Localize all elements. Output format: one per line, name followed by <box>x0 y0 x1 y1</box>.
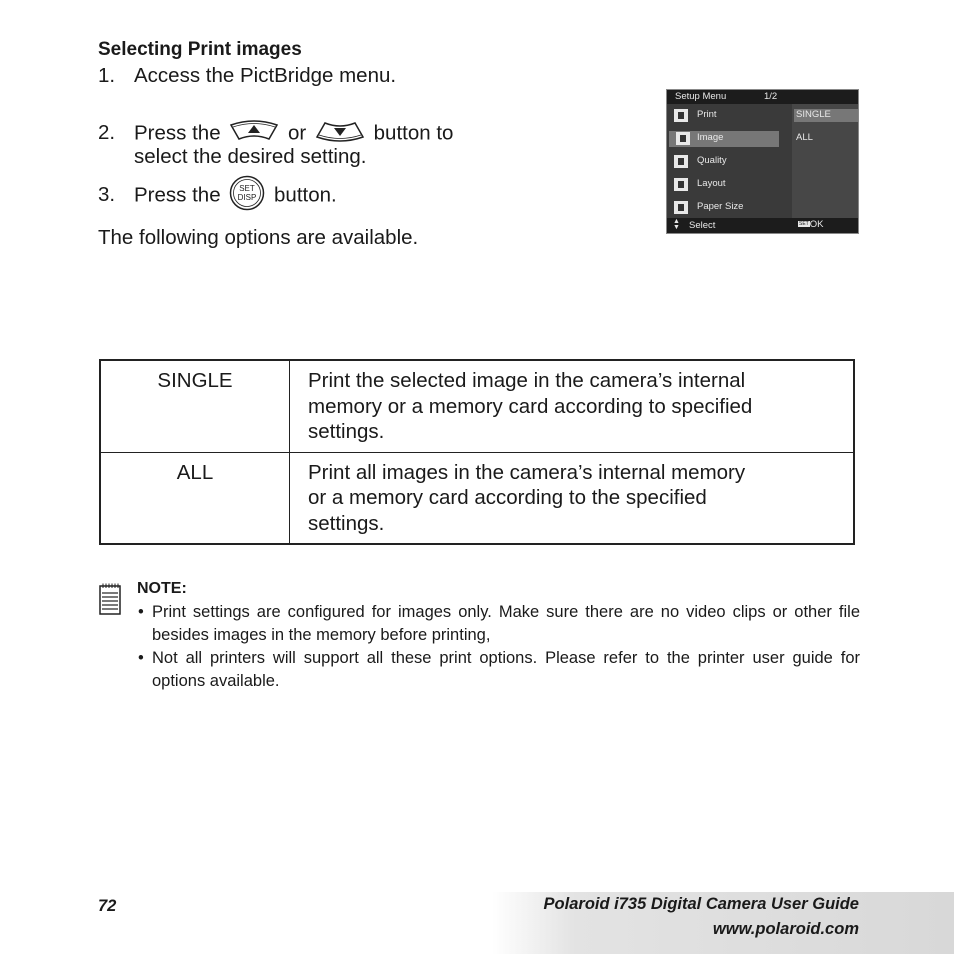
step-text: Access the PictBridge menu. <box>134 64 397 87</box>
step-text-mid: or <box>288 121 307 145</box>
layout-icon <box>674 178 688 191</box>
bullet: • <box>138 603 144 621</box>
lcd-menu-item-image: Image <box>669 131 779 147</box>
notepad-icon <box>99 583 121 620</box>
table-row <box>100 360 854 452</box>
note-list <box>136 601 860 693</box>
image-icon <box>676 132 690 145</box>
list-item: • Print settings are configured for images only. Make sure there are no video clips or other file besides images in the memory before printing, <box>138 603 860 644</box>
lcd-menu-item-quality: Quality <box>667 154 792 170</box>
step-number: 2. <box>98 121 116 145</box>
note-title: NOTE: <box>137 580 187 597</box>
camera-lcd-screen <box>666 89 859 234</box>
lcd-menu-item-paper-size: Paper Size <box>667 200 792 216</box>
step-text-pre: Press the <box>134 183 221 207</box>
option-name: ALL <box>100 452 290 544</box>
option-description: Print the selected image in the camera’s internal memory or a memory card according to specified settings. <box>290 360 855 452</box>
lcd-option-all: ALL <box>796 132 813 143</box>
lcd-select-label: Select <box>689 220 716 231</box>
website-link: www.polaroid.com <box>712 920 859 938</box>
up-down-arrows-icon: ▲ ▼ <box>673 218 680 231</box>
options-intro: The following options are available. <box>98 226 419 249</box>
lcd-header <box>667 90 858 104</box>
step-3 <box>98 175 337 217</box>
table-row <box>100 452 854 544</box>
lcd-page-indicator: 1/2 <box>764 91 778 102</box>
set-button-icon: SET <box>799 221 809 228</box>
lcd-menu-item-layout: Layout <box>667 177 792 193</box>
bullet: • <box>138 649 144 667</box>
lcd-menu-list <box>667 104 792 218</box>
print-icon <box>674 109 688 122</box>
option-description: Print all images in the camera’s internal memory or a memory card according to the specified settings. <box>290 452 855 544</box>
lcd-footer <box>667 218 858 233</box>
step-text-post: button to <box>373 121 454 145</box>
set-disp-button-icon <box>229 175 265 217</box>
step-number: 1. <box>98 64 116 87</box>
print-options-table <box>99 359 855 545</box>
disp-label: DISP <box>237 193 257 202</box>
paper-size-icon <box>674 201 688 214</box>
step-1 <box>98 64 396 88</box>
lcd-option-single: SINGLE <box>794 109 858 122</box>
guide-title: Polaroid i735 Digital Camera User Guide <box>543 895 859 913</box>
step-text-post: button. <box>274 183 337 207</box>
step-text-pre: Press the <box>134 121 221 145</box>
lcd-ok-label: SETOK <box>799 219 824 230</box>
step-2-continuation: select the desired setting. <box>134 145 367 168</box>
page-number: 72 <box>98 897 117 915</box>
section-title: Selecting Print images <box>98 39 302 60</box>
set-label: SET <box>239 184 256 193</box>
lcd-options-list <box>792 104 858 218</box>
list-item: • Not all printers will support all these print options. Please refer to the printer user guide for options available. <box>138 649 860 690</box>
option-name: SINGLE <box>100 360 290 452</box>
step-number: 3. <box>98 183 116 207</box>
lcd-title: Setup Menu <box>675 91 727 102</box>
lcd-menu-item-print: Print <box>667 108 792 124</box>
quality-icon <box>674 155 688 168</box>
